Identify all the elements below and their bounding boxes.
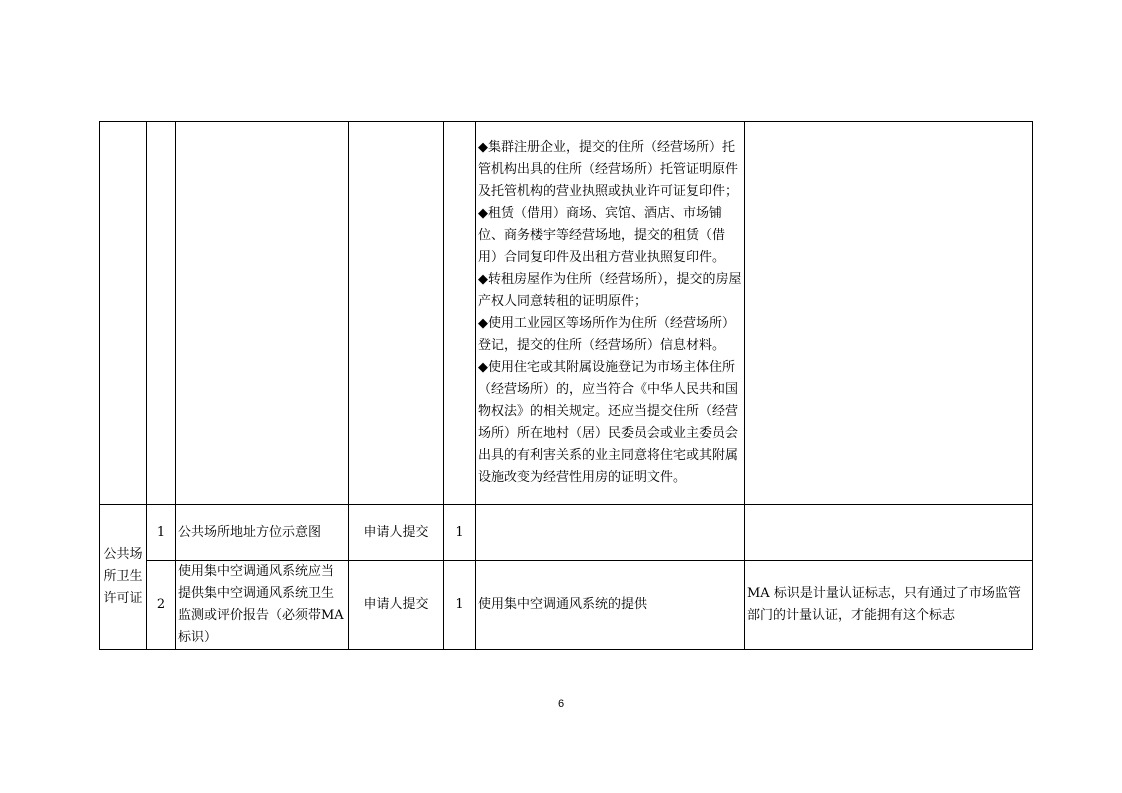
copies-cell-empty <box>444 122 476 505</box>
requirement-text <box>476 505 745 561</box>
source-cell-empty <box>349 122 444 505</box>
note-text <box>745 505 1033 561</box>
table-row <box>100 561 1033 650</box>
note-text: MA 标识是计量认证标志，只有通过了市场监管部门的计量认证，才能拥有这个标志 <box>745 561 1033 650</box>
material-name: 公共场所地址方位示意图 <box>176 505 349 561</box>
table-row <box>100 505 1033 561</box>
material-source: 申请人提交 <box>349 505 444 561</box>
materials-table <box>99 121 1033 650</box>
permit-name-cell: 公共场所卫生许可证 <box>100 505 147 650</box>
requirement-item: ◆转租房屋作为住所（经营场所），提交的房屋产权人同意转租的证明原件； <box>478 272 742 309</box>
material-source: 申请人提交 <box>349 561 444 650</box>
material-cell-empty <box>176 122 349 505</box>
material-name: 使用集中空调通风系统应当提供集中空调通风系统卫生监测或评价报告（必须带MA标识） <box>176 561 349 650</box>
note-cell-empty <box>745 122 1033 505</box>
requirement-item: ◆租赁（借用）商场、宾馆、酒店、市场铺位、商务楼宇等经营场地，提交的租赁（借用）合同复印件及出租方营业执照复印件。 <box>478 206 726 265</box>
permit-name-cell-empty <box>100 122 147 505</box>
requirement-item: ◆使用住宅或其附属设施登记为市场主体住所（经营场所）的，应当符合《中华人民共和国物权法》的相关规定。还应当提交住所（经营场所）所在地村（居）民委员会或业主委员会出具的有利害关系的业主同意将住宅或其附属设施改变为经营性用房的证明文件。 <box>478 360 739 485</box>
requirements-cell <box>476 122 745 505</box>
copies-count: 1 <box>444 505 476 561</box>
row-number: 1 <box>147 505 176 561</box>
requirement-item: ◆集群注册企业，提交的住所（经营场所）托管机构出具的住所（经营场所）托管证明原件及托管机构的营业执照或执业许可证复印件； <box>478 140 739 199</box>
table-row <box>100 122 1033 505</box>
copies-count: 1 <box>444 561 476 650</box>
requirement-item: ◆使用工业园区等场所作为住所（经营场所）登记，提交的住所（经营场所）信息材料。 <box>478 316 735 353</box>
row-number: 2 <box>147 561 176 650</box>
no-cell-empty <box>147 122 176 505</box>
requirement-text: 使用集中空调通风系统的提供 <box>476 561 745 650</box>
page-number: 6 <box>557 698 565 710</box>
